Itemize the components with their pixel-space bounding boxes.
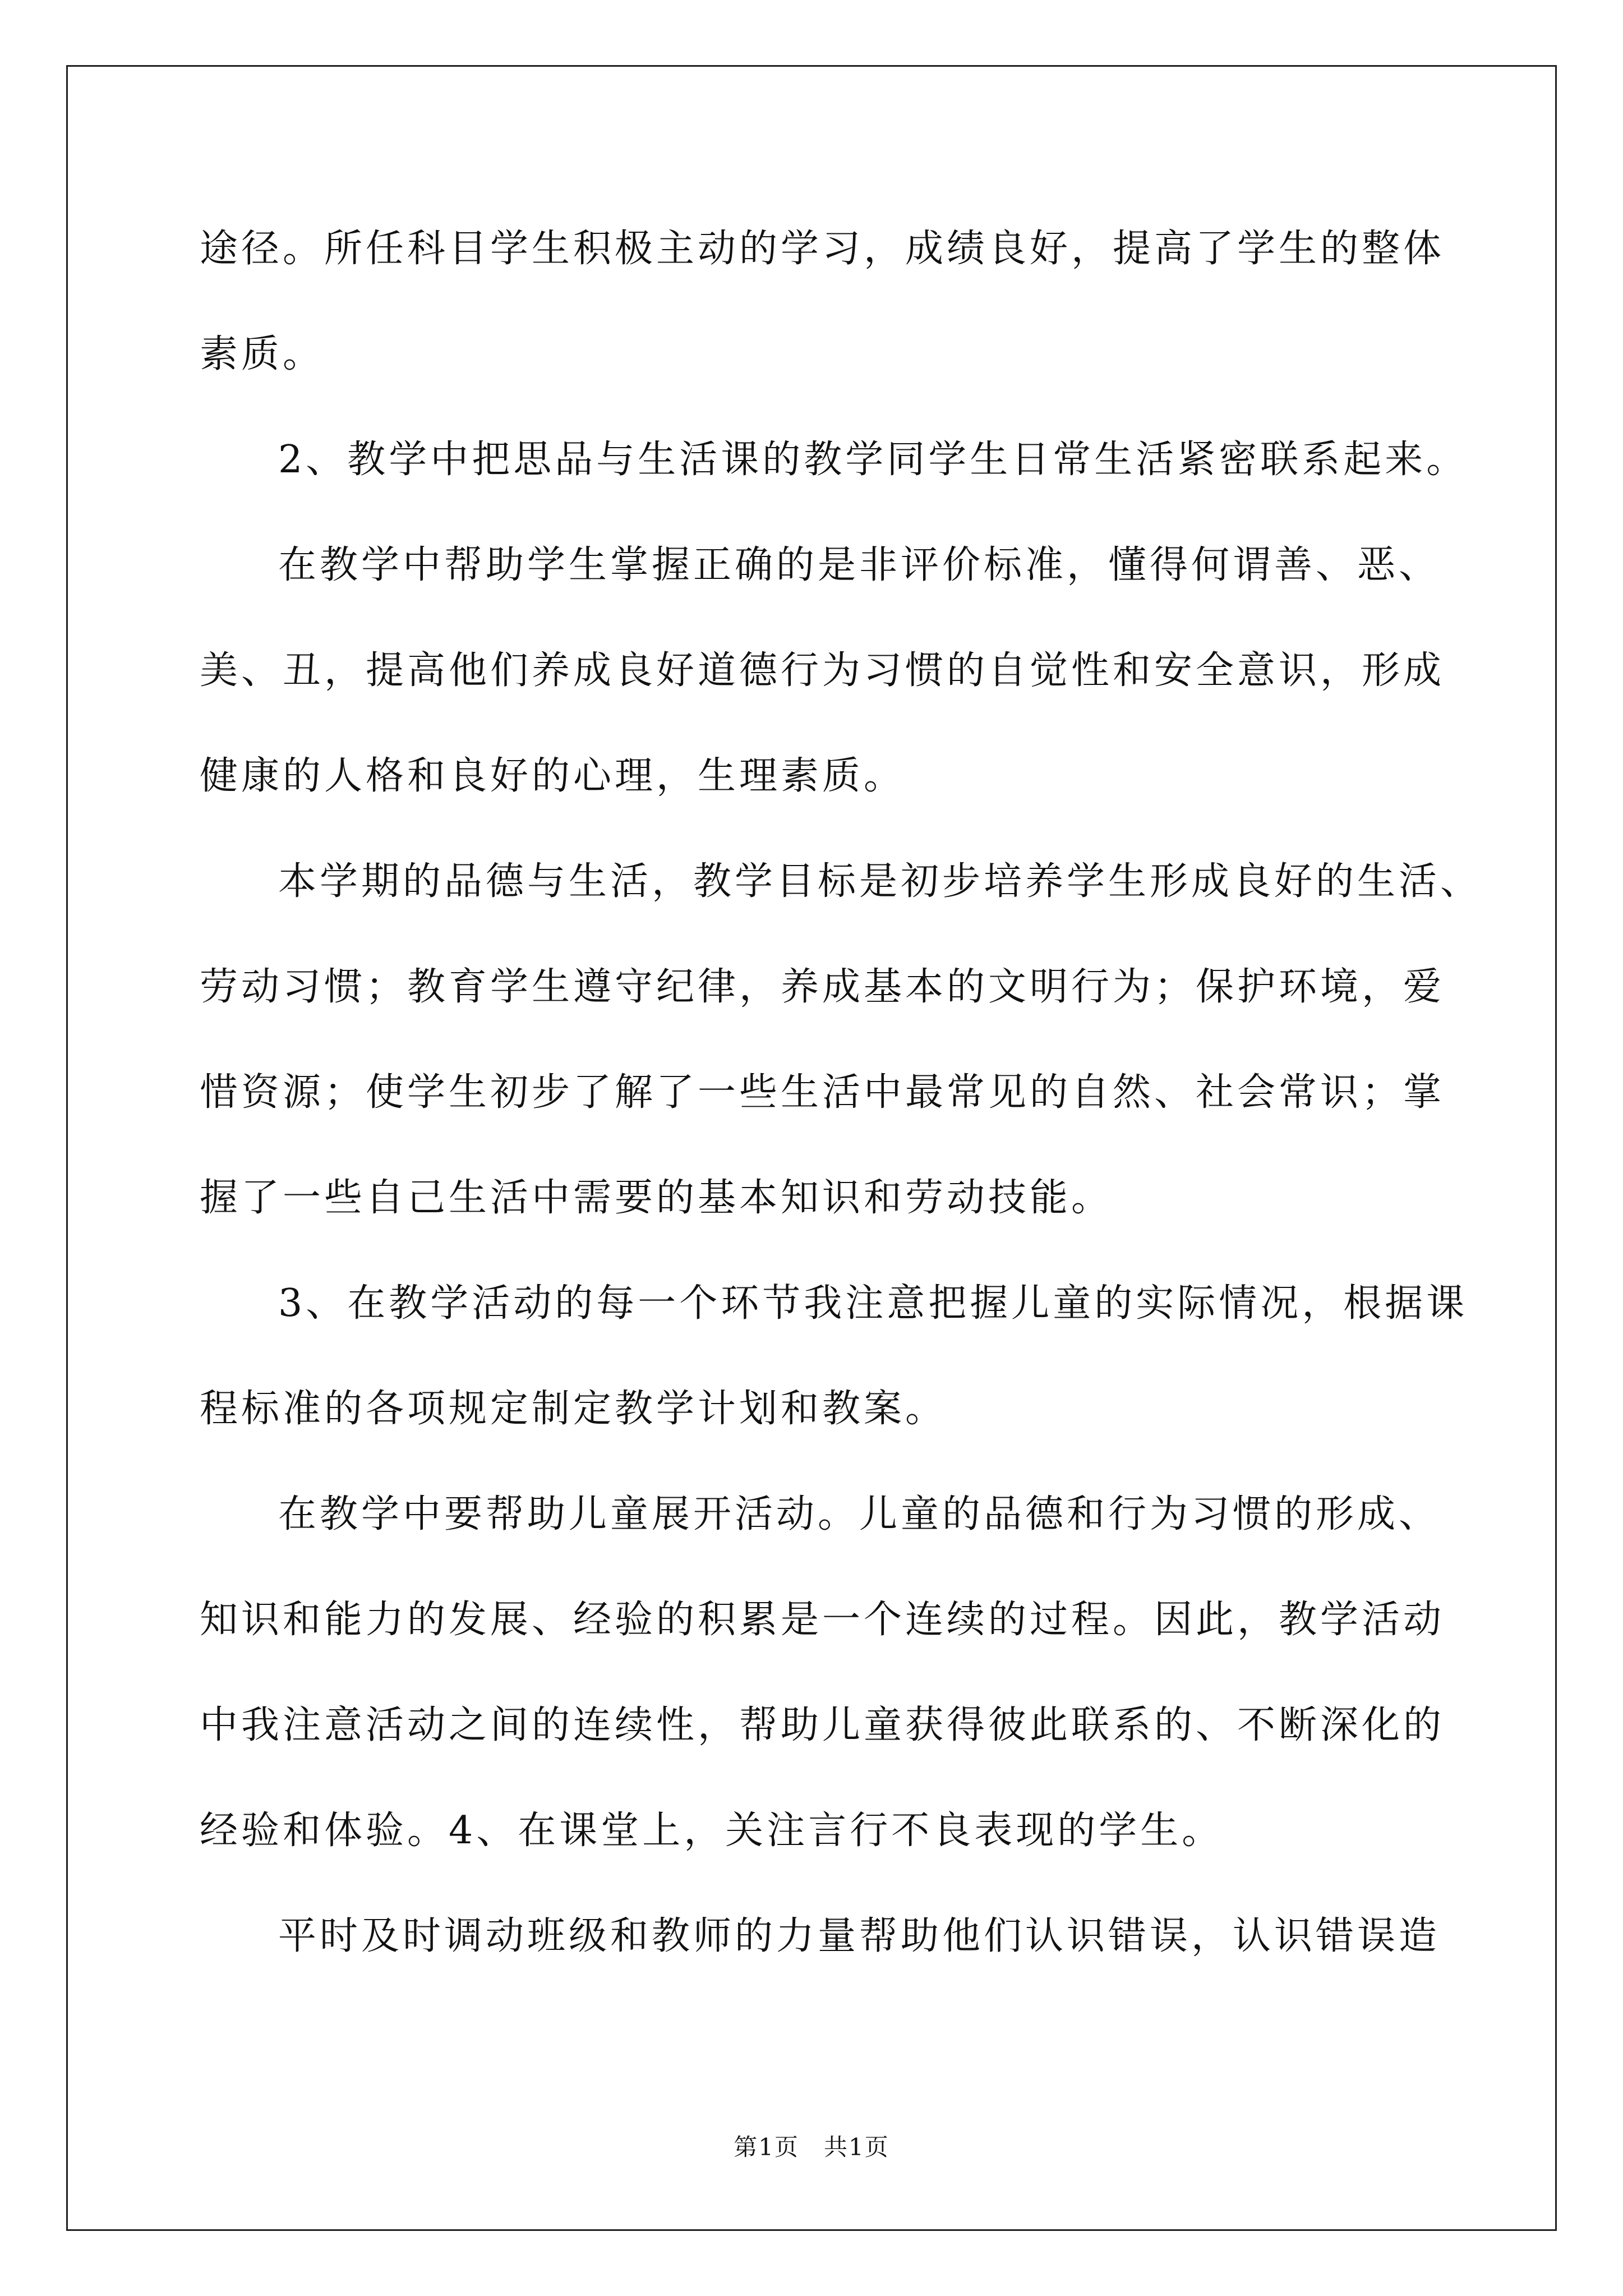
- text-line: 知识和能力的发展、经验的积累是一个连续的过程。因此，教学活动: [200, 1598, 1445, 1642]
- text-line: 在教学中要帮助儿童展开活动。儿童的品德和行为习惯的形成、: [278, 1492, 1441, 1536]
- text-line: 健康的人格和良好的心理，生理素质。: [200, 754, 906, 798]
- text-line: 在教学中帮助学生掌握正确的是非评价标准，懂得何谓善、恶、: [278, 543, 1441, 587]
- page-number-footer: 第1页 共1页: [734, 2133, 889, 2161]
- text-line: 途径。所任科目学生积极主动的学习，成绩良好，提高了学生的整体: [200, 227, 1445, 271]
- text-line: 美、丑，提高他们养成良好道德行为习惯的自觉性和安全意识，形成: [200, 648, 1445, 693]
- text-line: 握了一些自己生活中需要的基本知识和劳动技能。: [200, 1176, 1113, 1220]
- text-line: 3、在教学活动的每一个环节我注意把握儿童的实际情况，根据课: [278, 1281, 1468, 1326]
- text-line: 经验和体验。4、在课堂上，关注言行不良表现的学生。: [200, 1809, 1224, 1853]
- text-line: 本学期的品德与生活，教学目标是初步培养学生形成良好的生活、: [278, 859, 1482, 904]
- text-line: 惜资源；使学生初步了解了一些生活中最常见的自然、社会常识；掌: [200, 1070, 1445, 1115]
- text-line: 素质。: [200, 332, 325, 376]
- text-line: 2、教学中把思品与生活课的教学同学生日常生活紧密联系起来。: [278, 438, 1468, 482]
- text-line: 程标准的各项规定制定教学计划和教案。: [200, 1387, 947, 1431]
- text-line: 平时及时调动班级和教师的力量帮助他们认识错误，认识错误造: [278, 1914, 1441, 1958]
- text-line: 劳动习惯；教育学生遵守纪律，养成基本的文明行为；保护环境，爱: [200, 965, 1445, 1009]
- document-body: [200, 196, 1482, 1989]
- text-line: 中我注意活动之间的连续性，帮助儿童获得彼此联系的、不断深化的: [200, 1703, 1445, 1747]
